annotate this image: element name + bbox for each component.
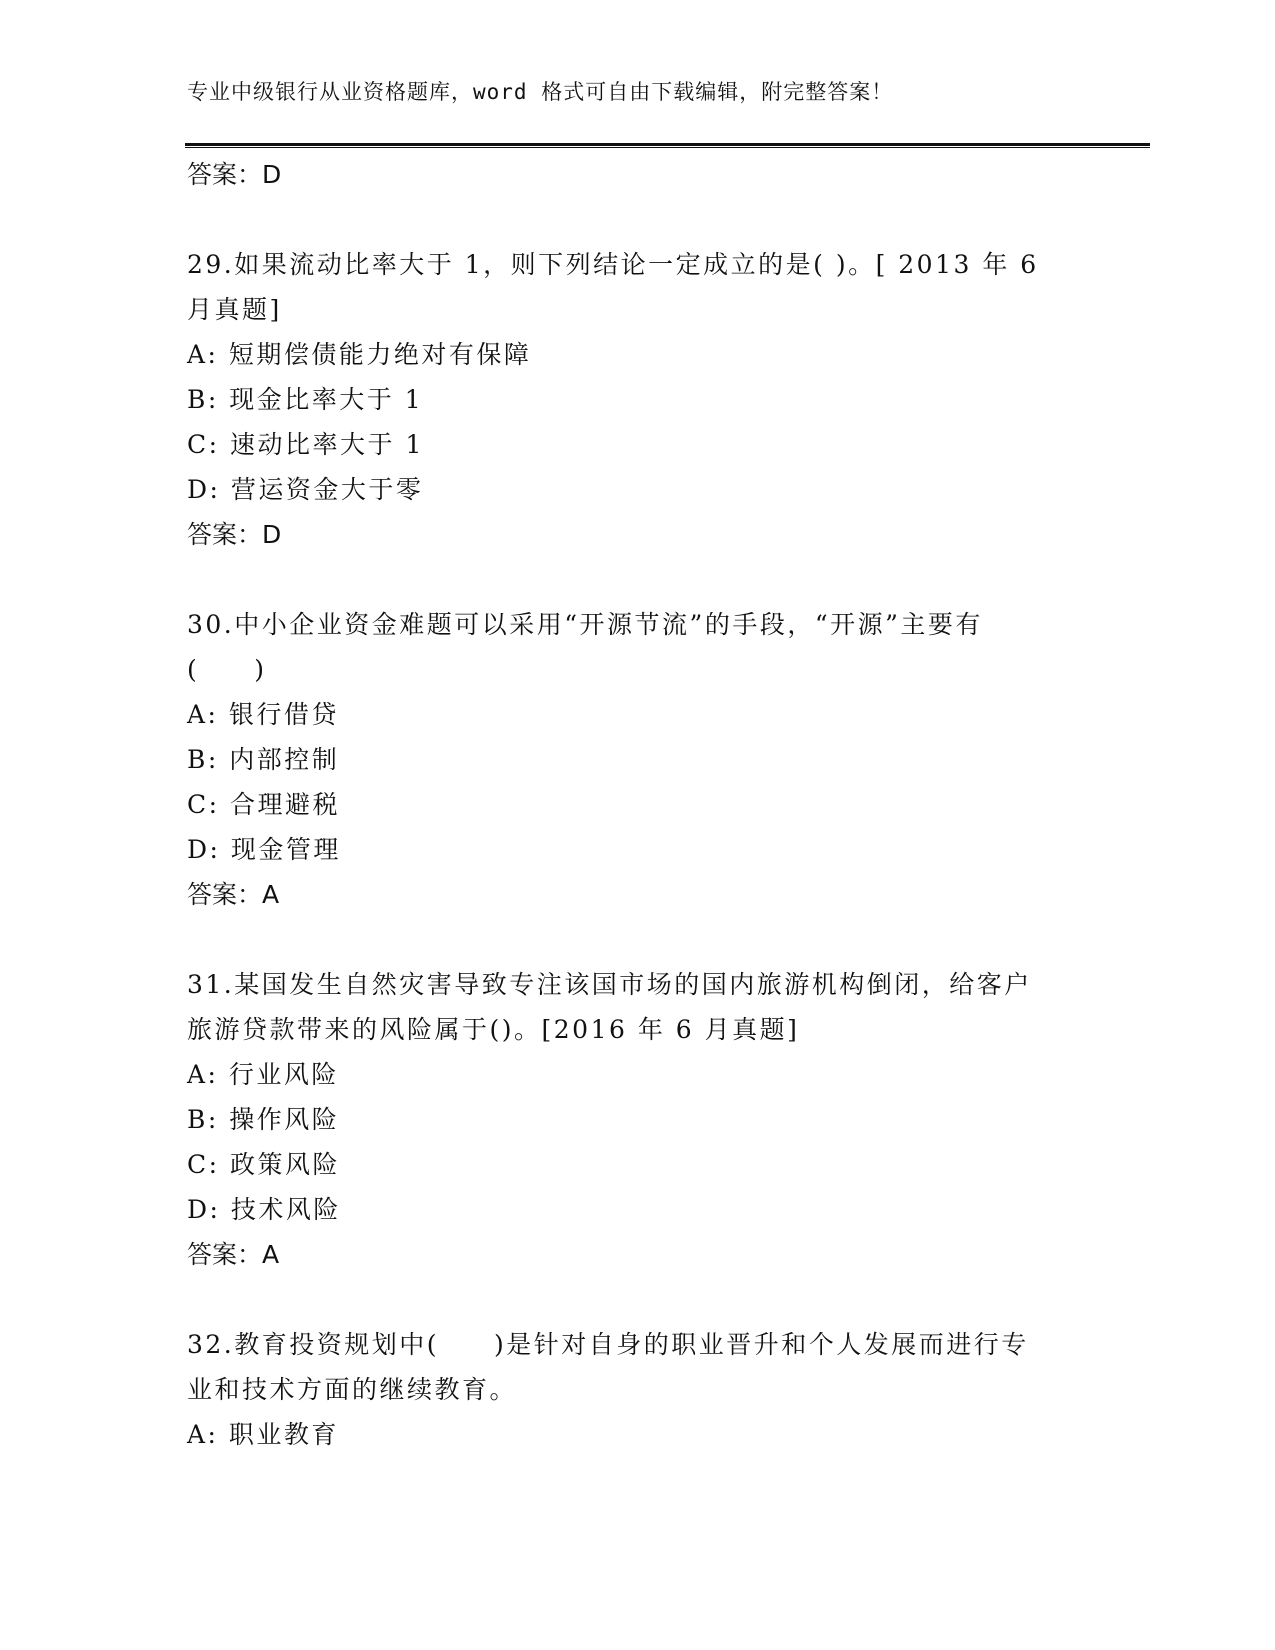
option-d: D: 技术风险 [187, 1195, 341, 1224]
option-a: A: 银行借贷 [187, 700, 339, 729]
answer-line: 答案：A [187, 1240, 280, 1269]
question-stem-line: 旅游贷款带来的风险属于()。[2016 年 6 月真题] [187, 1015, 800, 1044]
option-b: B: 现金比率大于 1 [187, 385, 424, 414]
answer-line: 答案：D [187, 520, 282, 549]
option-a: A: 职业教育 [187, 1420, 339, 1449]
question-stem-line: 业和技术方面的继续教育。 [187, 1375, 518, 1404]
question-item [187, 1322, 1087, 1457]
question-stem-line: 月真题] [187, 295, 282, 324]
option-a: A: 短期偿债能力绝对有保障 [187, 340, 532, 369]
option-d: D: 营运资金大于零 [187, 475, 424, 504]
question-item [187, 602, 1087, 918]
question-stem-line: ( ) [187, 655, 267, 684]
question-stem-line: 29.如果流动比率大于 1，则下列结论一定成立的是( )。[ 2013 年 6 [187, 250, 1039, 279]
question-item [187, 242, 1087, 558]
question-item [187, 962, 1087, 1278]
question-stem-line: 31.某国发生自然灾害导致专注该国市场的国内旅游机构倒闭，给客户 [187, 970, 1032, 999]
option-c: C: 速动比率大于 1 [187, 430, 424, 459]
option-b: B: 内部控制 [187, 745, 340, 774]
option-b: B: 操作风险 [187, 1105, 340, 1134]
question-stem [187, 962, 1087, 1052]
answer-line: 答案：A [187, 880, 280, 909]
question-stem [187, 242, 1087, 332]
option-d: D: 现金管理 [187, 835, 341, 864]
answer-line: 答案：D [187, 160, 282, 189]
question-stem [187, 602, 1087, 692]
question-stem-line: 32.教育投资规划中( )是针对自身的职业晋升和个人发展而进行专 [187, 1330, 1029, 1359]
option-a: A: 行业风险 [187, 1060, 339, 1089]
option-c: C: 合理避税 [187, 790, 340, 819]
option-c: C: 政策风险 [187, 1150, 340, 1179]
page-header: 专业中级银行从业资格题库，word 格式可自由下载编辑，附完整答案！ [187, 80, 894, 104]
question-list [187, 152, 1087, 1457]
header-divider [185, 143, 1150, 148]
question-stem [187, 1322, 1087, 1412]
question-stem-line: 30.中小企业资金难题可以采用“开源节流”的手段，“开源”主要有 [187, 610, 983, 639]
